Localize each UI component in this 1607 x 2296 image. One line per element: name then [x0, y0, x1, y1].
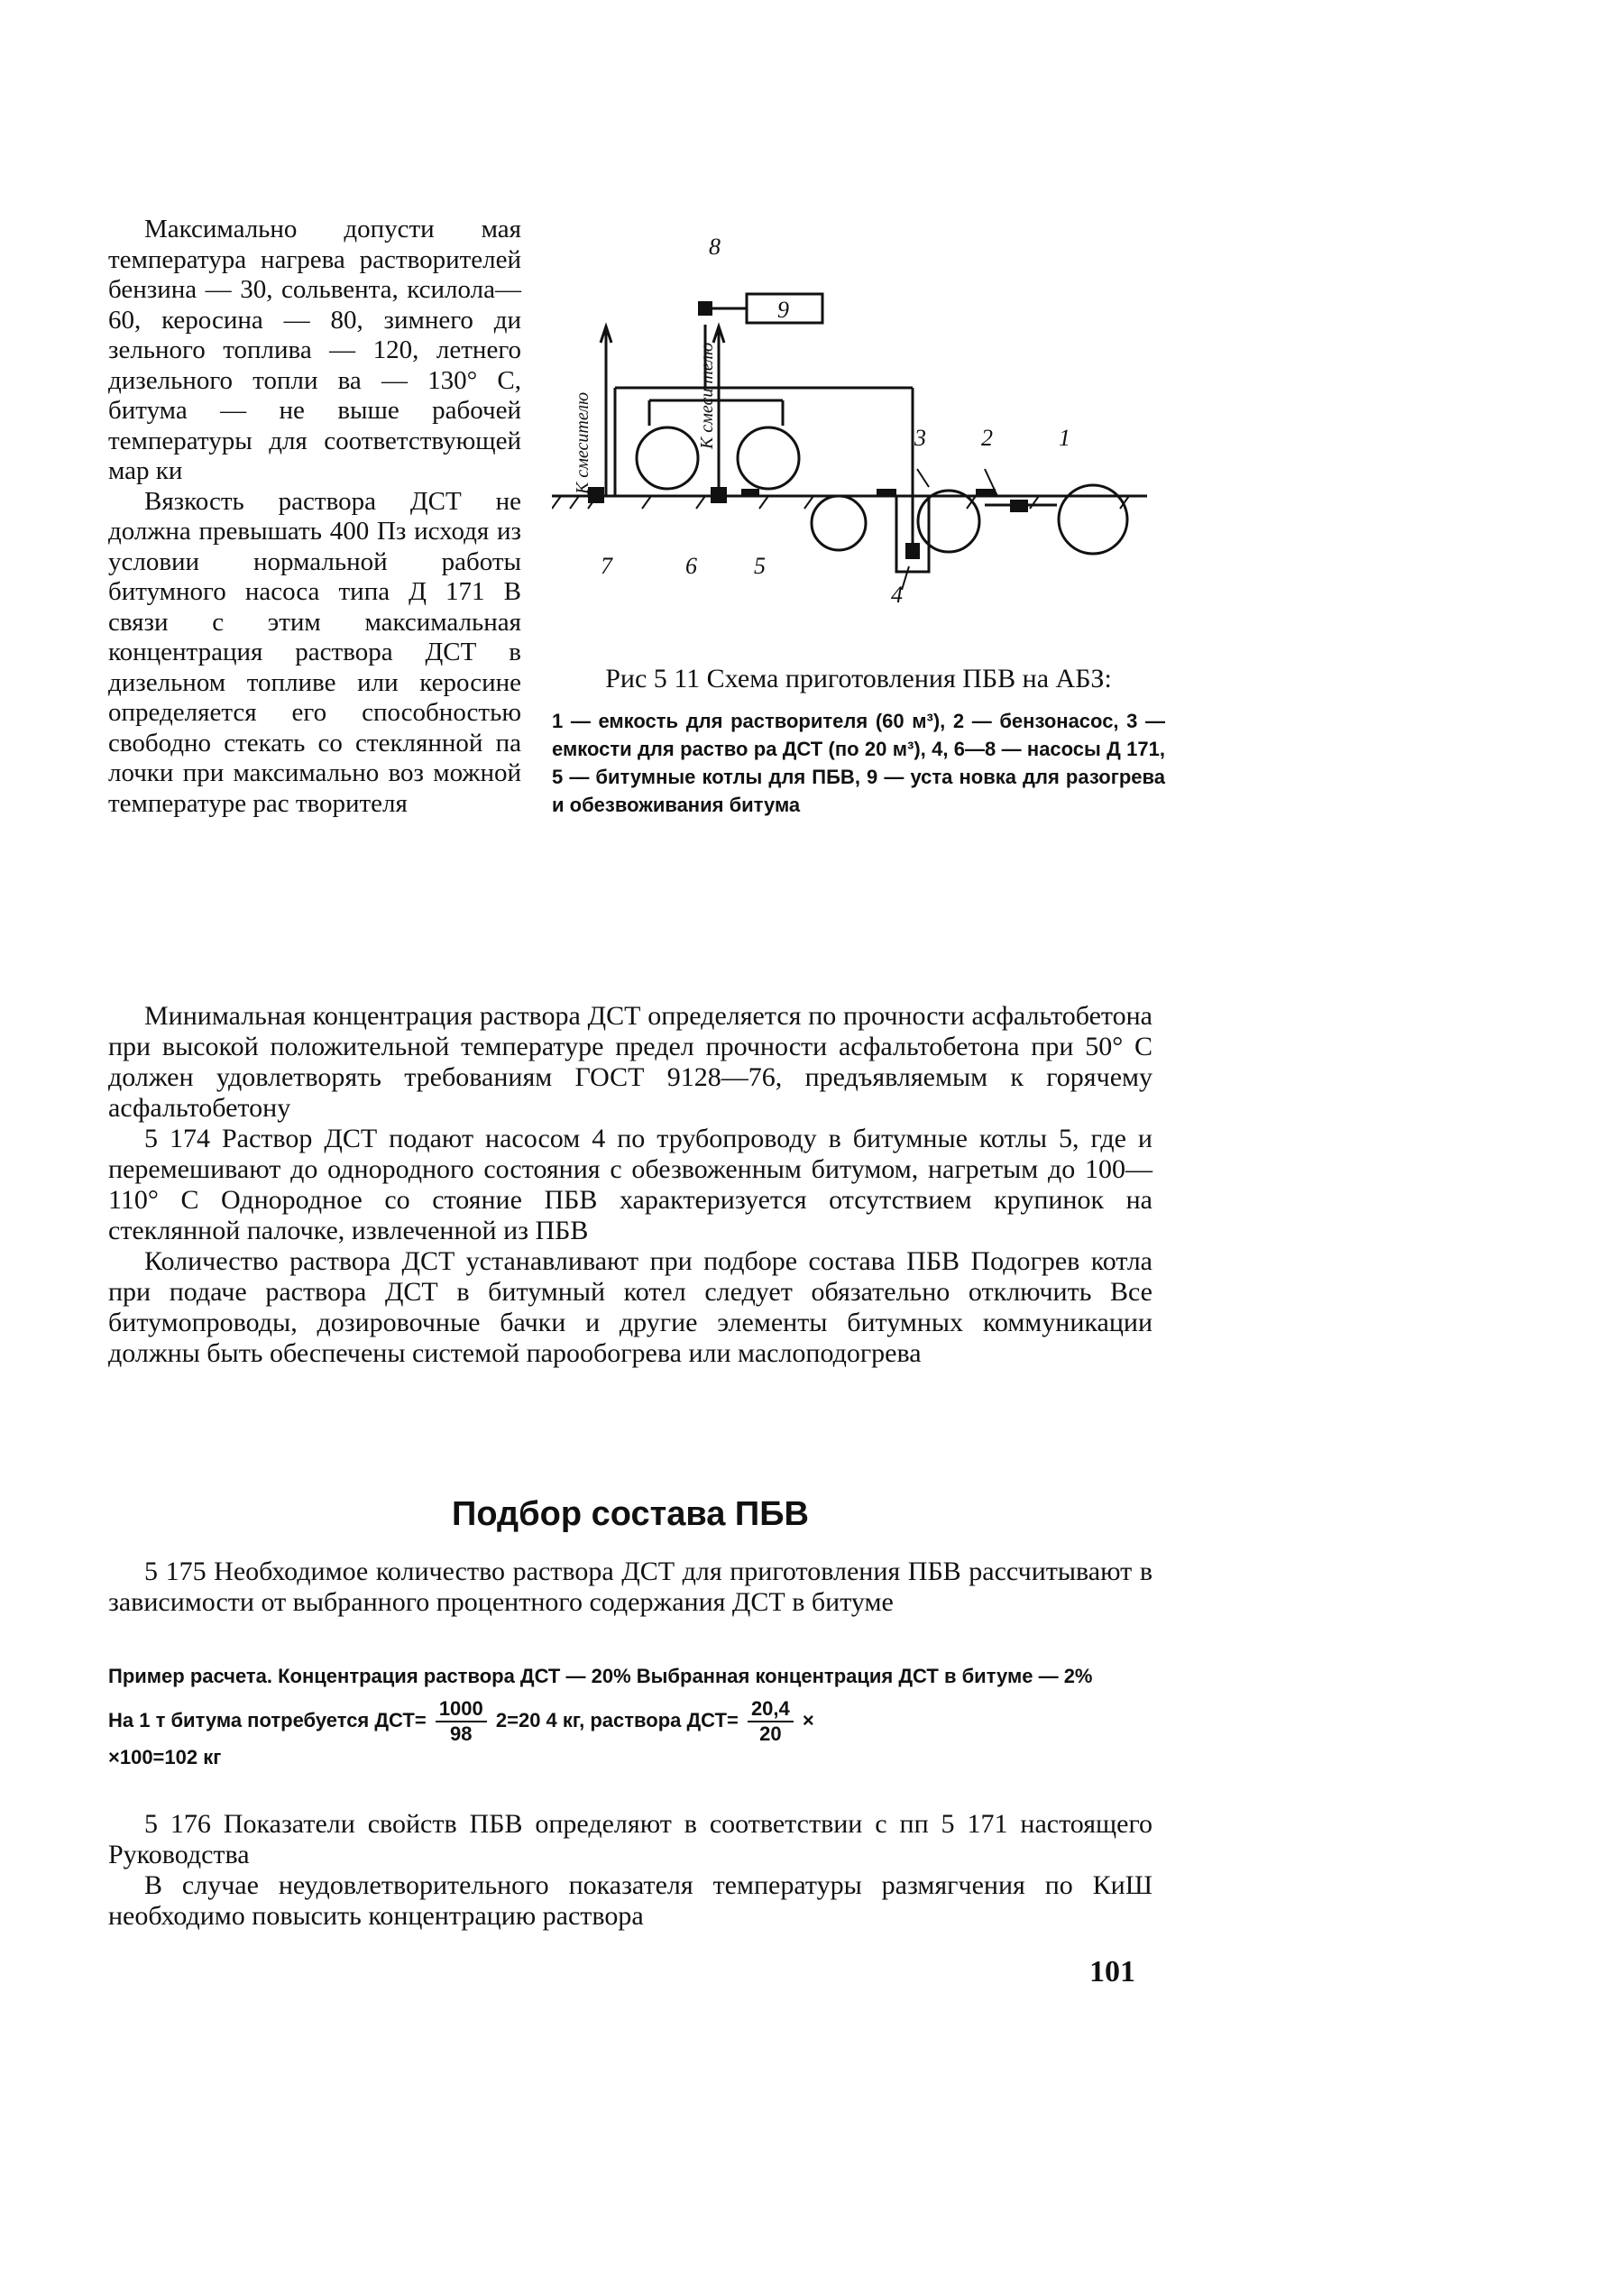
paragraph-quantity: Количество раствора ДСТ устанавливают при подборе состава ПБВ Подогрев котла при подаче раствора ДСТ в битумный котел следует обязательно отключить Все битумопроводы, дозировочные бачки и другие элементы битумных коммуникации должны быть обеспечены системой парообогрева или маслоподогрева: [108, 1246, 1152, 1368]
calculation-example: [108, 1665, 1152, 1769]
paragraph-5-175: 5 175 Необходимое количество раствора ДСТ для приготовления ПБВ рассчитывают в зависимости от выбранного процентного содержания ДСТ в битуме: [108, 1557, 1152, 1617]
pump-4: [905, 543, 920, 559]
section-text: [108, 1557, 1152, 1618]
bitumen-boiler-right: [738, 427, 799, 489]
paragraph-5-174: 5 174 Раствор ДСТ подают насосом 4 по трубопроводу в битумные котлы 5, где и перемешивают до однородного состояния с обезвоженным битумом, нагретым до 100—110° С Однородное со стояние ПБВ характеризуется отсутствием крупинок на стеклянной палочке, извлеченной из ПБВ: [108, 1124, 1152, 1245]
calc-mid: 2=20 4 кг, раствора ДСТ=: [495, 1708, 739, 1731]
fraction-1: [436, 1697, 487, 1746]
label-9: 9: [777, 297, 789, 323]
pump-8: [698, 301, 712, 316]
label-to-mixer-mid: К смеси телю: [697, 342, 717, 449]
example-text: Пример расчета. Концентрация раствора ДСТ — 20% Выбранная концентрация ДСТ в битуме — 2%: [108, 1665, 1093, 1687]
bitumen-boiler-left: [637, 427, 698, 489]
fraction-2: [748, 1697, 794, 1746]
fraction-2-denominator: 20: [759, 1722, 782, 1745]
dst-tank-b: [918, 491, 979, 552]
section-heading: Подбор состава ПБВ: [452, 1495, 809, 1533]
label-2: 2: [981, 425, 993, 451]
figure-title: Рис 5 11 Схема приготовления ПБВ на АБЗ:: [605, 664, 1112, 693]
figure-caption: [552, 664, 1165, 819]
label-8: 8: [709, 234, 721, 260]
label-to-mixer-left: К смесителю: [573, 391, 592, 494]
calculation-formula: [108, 1697, 1152, 1746]
label-4: 4: [891, 582, 903, 608]
ground-hatching: [552, 496, 1129, 509]
paragraph-max-temperature: Максимально допусти мая температура нагрева растворителей бензина — 30, сольвента, ксилола—60, керосина — 80, зимнего ди зельного топлива — 120, летнего дизельного топли ва — 130° С, битума — не выше рабочей температуры для соответствующей мар ки: [108, 215, 521, 485]
pump-2: [1010, 500, 1028, 512]
pump-6: [711, 487, 727, 503]
label-6: 6: [685, 553, 697, 579]
calc-prefix: На 1 т битума потребуется ДСТ=: [108, 1708, 427, 1731]
paragraph-min-concentration: Минимальная концентрация раствора ДСТ определяется по прочности асфальтобетона при высокой положительной температуре предел прочности асфальтобетона при 50° С должен удовлетворять требованиям ГОСТ 9128—76, предъявляемым к горячему асфальтобетону: [108, 1001, 1152, 1123]
paragraph-viscosity: Вязкость раствора ДСТ не должна превышать 400 Пз исходя из условии нормальной работы битумного насоса типа Д 171 В связи с этим максимальная концентрация раствора ДСТ в дизельном топливе или керосине определяется его способностью свободно стекать со стеклянной па лочки при максимально воз можной температуре рас творителя: [108, 486, 521, 818]
paragraph-5-176: 5 176 Показатели свойств ПБВ определяют в соответствии с пп 5 171 настоящего Руководства: [108, 1809, 1152, 1869]
calc-end: ×: [802, 1708, 814, 1731]
label-5: 5: [754, 553, 766, 579]
label-1: 1: [1059, 425, 1070, 451]
left-column: [108, 215, 521, 819]
calculation-result: ×100=102 кг: [108, 1746, 222, 1768]
fraction-1-numerator: 1000: [436, 1697, 487, 1722]
closing-text: [108, 1809, 1152, 1932]
dst-tank-a: [812, 496, 866, 550]
pbv-scheme-diagram: [552, 233, 1165, 629]
fraction-2-numerator: 20,4: [748, 1697, 794, 1722]
figure-legend: 1 — емкость для растворителя (60 м³), 2 — бензонасос, 3 — емкости для раство ра ДСТ (по 20 м³), 4, 6—8 — насосы Д 171, 5 — битумные котлы для ПБВ, 9 — уста новка для разогрева и обезвоживания битума: [552, 710, 1165, 816]
label-7: 7: [601, 553, 612, 579]
paragraph-softening: В случае неудовлетворительного показателя температуры размягчения по КиШ необходимо повысить концентрацию раствора: [108, 1870, 1152, 1931]
main-text: [108, 1001, 1152, 1369]
fraction-1-denominator: 98: [450, 1722, 473, 1745]
label-3: 3: [914, 425, 926, 451]
page-number: 101: [1089, 1955, 1135, 1988]
